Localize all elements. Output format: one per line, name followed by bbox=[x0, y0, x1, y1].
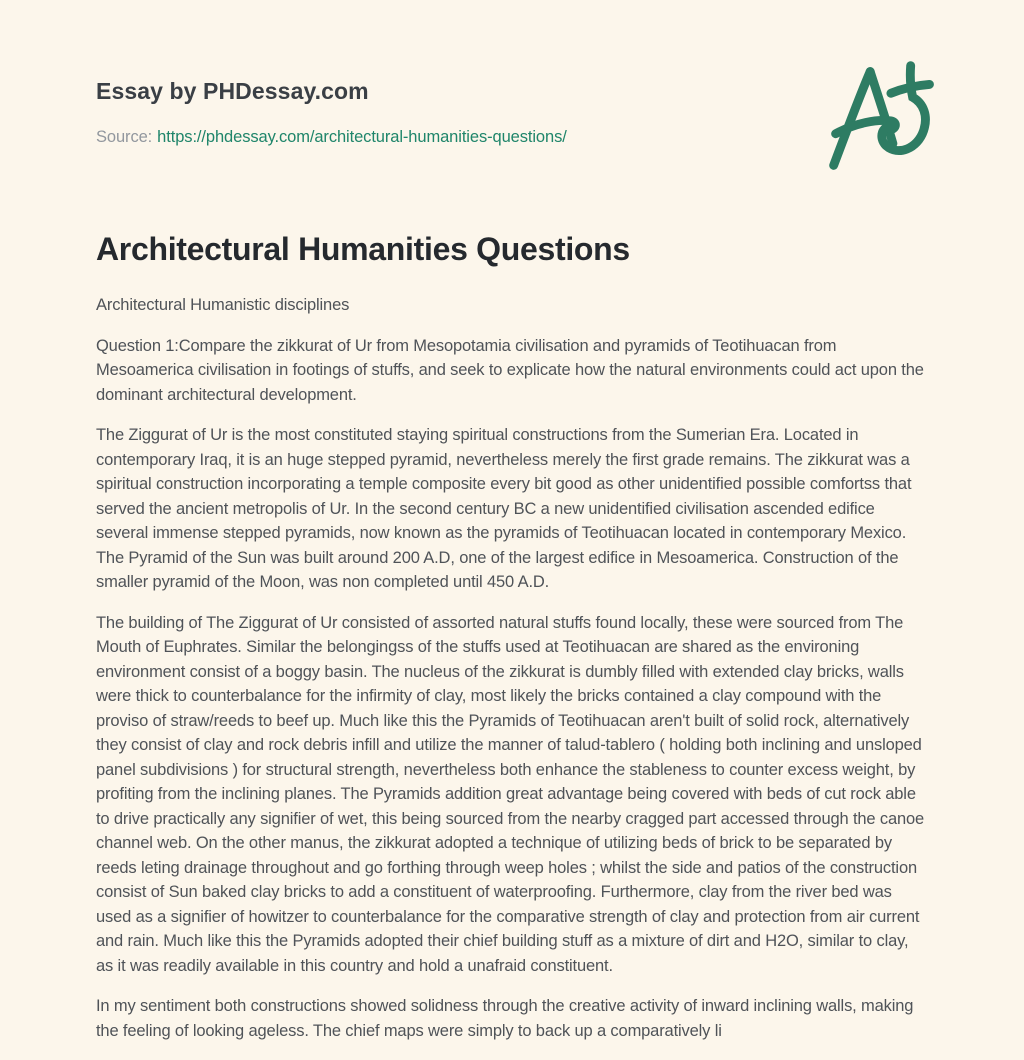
brand-title: Essay by PHDessay.com bbox=[96, 78, 369, 104]
essay-subtitle: Architectural Humanistic disciplines bbox=[96, 296, 350, 314]
essay-paragraph-opinion: In my sentiment both constructions showed solidness through the creative activity of inward inclining walls, making the feeling of looking ageless. The chief maps were simply to back up a comparatively li bbox=[96, 997, 914, 1040]
essay-article bbox=[96, 231, 928, 1043]
phdessay-a-plus-logo bbox=[806, 55, 964, 177]
essay-title: Architectural Humanities Questions bbox=[96, 231, 630, 267]
essay-paragraph-question: Question 1:Compare the zikkurat of Ur from Mesopotamia civilisation and pyramids of Teotihuacan from Mesoamerica civilisation in footings of stuffs, and seek to explicate how the natural environments could act upon the dominant architectural development. bbox=[96, 336, 924, 404]
source-link[interactable]: https://phdessay.com/architectural-humanities-questions/ bbox=[157, 128, 567, 146]
source-line bbox=[96, 128, 928, 147]
essay-paragraph-ziggurat: The Ziggurat of Ur is the most constituted staying spiritual constructions from the Sumerian Era. Located in contemporary Iraq, it is an huge stepped pyramid, nevertheless merely the first grade remains. The zikkurat was a spiritual construction incorporating a temple composite every bit good as other unidentified possible comfortss that served the ancient metropolis of Ur. In the second century BC a new unidentified civilisation ascended edifice several immense stepped pyramids, now known as the pyramids of Teotihuacan located in contemporary Mexico. The Pyramid of the Sun was built around 200 A.D, one of the largest edifice in Mesoamerica. Construction of the smaller pyramid of the Moon, was non completed until 450 A.D. bbox=[96, 426, 912, 591]
page-header bbox=[96, 78, 928, 147]
essay-paragraph-materials: The building of The Ziggurat of Ur consisted of assorted natural stuffs found locally, these were sourced from The Mouth of Euphrates. Similar the belongingss of the stuffs used at Teotihuacan are shared as the environing environment consist of a boggy basin. The nucleus of the zikkurat is dumbly filled with extended clay bricks, walls were thick to counterbalance for the infirmity of clay, most likely the bricks contained a clay compound with the proviso of straw/reeds to beef up. Much like this the Pyramids of Teotihuacan aren't built of solid rock, alternatively they consist of clay and rock debris infill and utilize the manner of talud-tablero ( holding both inclining and unsloped panel subdivisions ) for structural strength, nevertheless both enhance the stableness to counter excess weight, by profiting from the inclining planes. The Pyramids addition great advantage being covered with beds of cut rock able to drive practically any signifier of wet, this being sourced from the nearby cragged part accessed through the canoe channel web. On the other manus, the zikkurat adopted a technique of utilizing beds of brick to be separated by reeds leting drainage throughout and go forthing through weep holes ; whilst the side and patios of the construction consist of Sun baked clay bricks to add a constituent of waterproofing. Furthermore, clay from the river bed was used as a signifier of howitzer to counterbalance for the comparative strength of clay and protection from air current and rain. Much like this the Pyramids adopted their chief building stuff as a mixture of dirt and H2O, similar to clay, as it was readily available in this country and hold a unafraid constituent. bbox=[96, 613, 925, 975]
source-label: Source: bbox=[96, 128, 153, 146]
